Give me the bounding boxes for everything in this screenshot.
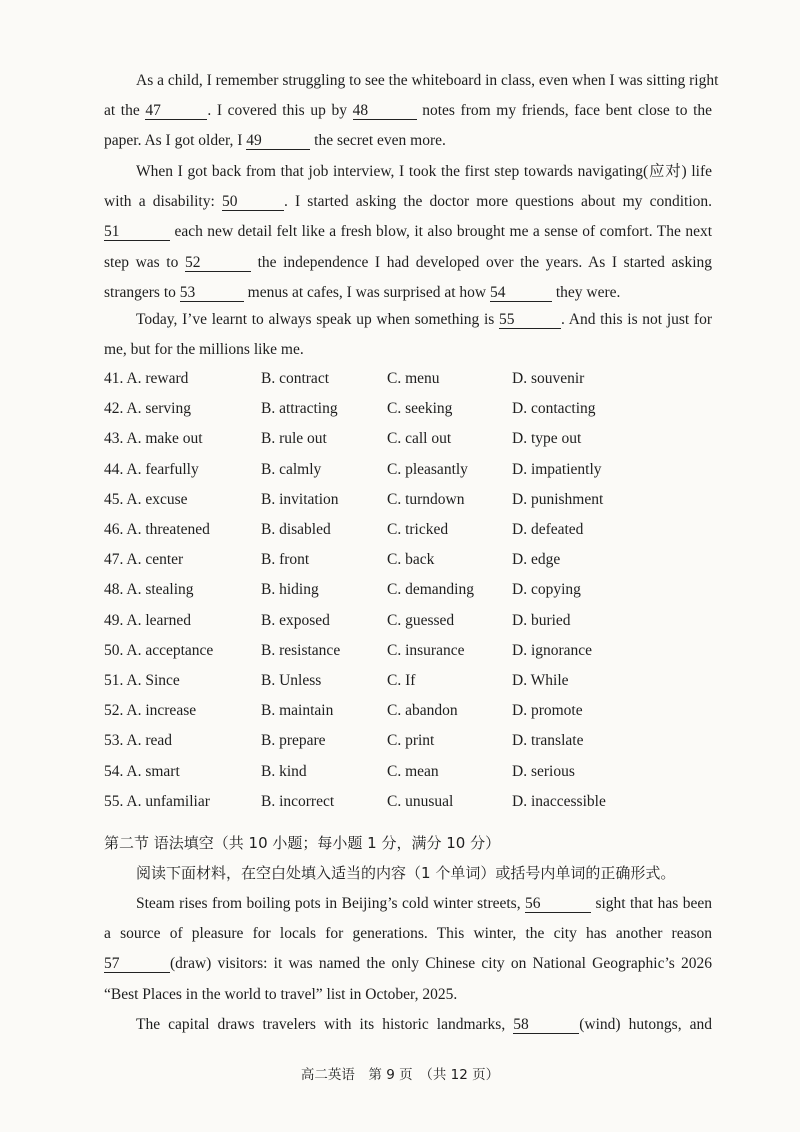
blank-55: 55 <box>499 311 561 329</box>
option-choice-d: D. edge <box>512 551 561 569</box>
text-line: “Best Places in the world to travel” list in October, 2025. <box>104 985 458 1003</box>
blank-53: 53 <box>180 284 244 302</box>
option-row <box>104 485 724 515</box>
option-choice-c: C. menu <box>387 370 440 387</box>
option-choice-c: C. turndown <box>387 490 465 508</box>
option-choice-b: B. disabled <box>261 521 331 538</box>
option-choice-c: C. tricked <box>387 521 449 538</box>
option-choice-c: C. seeking <box>387 400 453 418</box>
option-choice-d: D. buried <box>512 611 571 629</box>
option-choice-d: D. defeated <box>512 521 584 538</box>
blank-56: 56 <box>525 895 591 913</box>
option-row <box>104 364 724 394</box>
option-choice-d: D. inaccessible <box>512 792 606 810</box>
text-line: As a child, I remember struggling to see the whiteboard in class, even when I was sitting right <box>136 72 719 89</box>
option-choice-a: 43. A. make out <box>104 430 203 448</box>
option-choice-b: B. attracting <box>261 400 338 418</box>
option-choice-c: C. pleasantly <box>387 460 468 478</box>
text-line: me, but for the millions like me. <box>104 341 304 359</box>
option-choice-a: 42. A. serving <box>104 400 191 418</box>
option-row <box>104 575 724 605</box>
option-row <box>104 606 724 636</box>
option-choice-c: C. abandon <box>387 702 458 720</box>
text-line: paper. As I got older, I 49 the secret even more. <box>104 132 446 150</box>
blank-57: 57 <box>104 955 170 973</box>
option-choice-b: B. invitation <box>261 490 339 508</box>
option-choice-d: D. impatiently <box>512 460 602 478</box>
text-line: strangers to 53 menus at cafes, I was surprised at how 54 they were. <box>104 283 621 301</box>
option-row <box>104 757 724 787</box>
section-heading: 第二节 语法填空（共 10 小题；每小题 1 分，满分 10 分） <box>104 834 501 852</box>
option-choice-b: B. exposed <box>261 611 330 629</box>
option-row <box>104 787 724 817</box>
option-choice-b: B. resistance <box>261 641 341 659</box>
option-choice-a: 45. A. excuse <box>104 490 188 508</box>
option-choice-d: D. ignorance <box>512 641 593 659</box>
passage-paragraph-3 <box>104 305 712 365</box>
option-choice-b: B. prepare <box>261 732 326 750</box>
text-line: 57 (draw) visitors: it was named the only Chinese city on National Geographic’s 2026 <box>104 955 712 973</box>
option-choice-c: C. If <box>387 672 416 689</box>
option-choice-a: 41. A. reward <box>104 370 189 387</box>
option-choice-d: D. promote <box>512 702 583 720</box>
option-row <box>104 515 724 545</box>
option-choice-a: 47. A. center <box>104 551 184 569</box>
option-choice-b: B. Unless <box>261 672 322 689</box>
passage-paragraph-2 <box>104 157 712 308</box>
text-line: with a disability: 50 . I started asking the doctor more questions about my condition. <box>104 193 712 211</box>
page-footer: 高二英语 第 9 页 （共 12 页） <box>300 1067 500 1083</box>
blank-50: 50 <box>222 193 284 211</box>
option-row <box>104 666 724 696</box>
option-choice-a: 48. A. stealing <box>104 581 194 599</box>
option-choice-c: C. call out <box>387 430 452 448</box>
option-choice-d: D. souvenir <box>512 370 585 387</box>
text-line: step was to 52 the independence I had developed over the years. As I started asking <box>104 253 713 271</box>
option-choice-a: 46. A. threatened <box>104 521 210 538</box>
blank-58: 58 <box>513 1016 579 1034</box>
option-choice-b: B. kind <box>261 762 307 780</box>
option-choice-b: B. incorrect <box>261 792 335 810</box>
option-choice-a: 52. A. increase <box>104 702 197 720</box>
text-line: 51 each new detail felt like a fresh blow, it also brought me a sense of comfort. The next <box>104 223 713 241</box>
blank-49: 49 <box>246 132 310 150</box>
option-choice-a: 50. A. acceptance <box>104 641 214 659</box>
option-row <box>104 545 724 575</box>
option-row <box>104 424 724 454</box>
option-row <box>104 726 724 756</box>
option-row <box>104 696 724 726</box>
option-choice-d: D. punishment <box>512 490 604 508</box>
option-choice-a: 49. A. learned <box>104 611 191 629</box>
blank-48: 48 <box>353 102 417 120</box>
option-choice-a: 44. A. fearfully <box>104 460 199 478</box>
option-choice-c: C. back <box>387 551 435 569</box>
text-line: a source of pleasure for locals for generations. This winter, the city has another reason <box>104 925 712 943</box>
option-choice-d: D. serious <box>512 762 575 780</box>
text-line: at the 47 . I covered this up by 48 notes from my friends, face bent close to the <box>104 102 713 120</box>
blank-47: 47 <box>145 102 207 120</box>
blank-51: 51 <box>104 223 170 241</box>
text-line: Today, I’ve learnt to always speak up when something is 55 . And this is not just for <box>136 311 712 328</box>
option-choice-c: C. print <box>387 732 435 750</box>
option-choice-a: 54. A. smart <box>104 762 180 780</box>
option-choice-c: C. guessed <box>387 611 455 629</box>
grammar-paragraph-2 <box>104 1010 712 1040</box>
option-choice-b: B. front <box>261 551 310 569</box>
text-line: The capital draws travelers with its historic landmarks, 58 (wind) hutongs, and <box>136 1016 712 1033</box>
option-choice-b: B. calmly <box>261 460 322 478</box>
option-choice-d: D. type out <box>512 430 582 448</box>
option-choice-c: C. demanding <box>387 581 474 599</box>
option-choice-b: B. maintain <box>261 702 334 720</box>
option-choice-a: 51. A. Since <box>104 672 180 689</box>
blank-54: 54 <box>490 284 552 302</box>
option-choice-d: D. copying <box>512 581 581 599</box>
option-choice-d: D. translate <box>512 732 584 750</box>
option-choice-d: D. While <box>512 672 569 689</box>
passage-paragraph-1 <box>104 66 719 157</box>
option-choice-c: C. unusual <box>387 792 454 810</box>
option-row <box>104 394 724 424</box>
option-choice-b: B. hiding <box>261 581 319 599</box>
option-row <box>104 455 724 485</box>
blank-52: 52 <box>185 254 251 272</box>
option-choice-c: C. mean <box>387 762 439 780</box>
text-line: Steam rises from boiling pots in Beijing’s cold winter streets, 56 sight that has been <box>136 895 712 912</box>
option-choice-c: C. insurance <box>387 641 465 659</box>
option-choice-a: 53. A. read <box>104 732 173 750</box>
option-row <box>104 636 724 666</box>
text-line: When I got back from that job interview, I took the first step towards navigating(应对) life <box>136 163 712 180</box>
option-choice-d: D. contacting <box>512 400 596 418</box>
grammar-paragraph-1 <box>104 889 712 1010</box>
section-instruction: 阅读下面材料，在空白处填入适当的内容（1 个单词）或括号内单词的正确形式。 <box>136 864 676 882</box>
option-choice-b: B. contract <box>261 370 330 387</box>
option-choice-a: 55. A. unfamiliar <box>104 792 210 810</box>
option-choice-b: B. rule out <box>261 430 327 448</box>
